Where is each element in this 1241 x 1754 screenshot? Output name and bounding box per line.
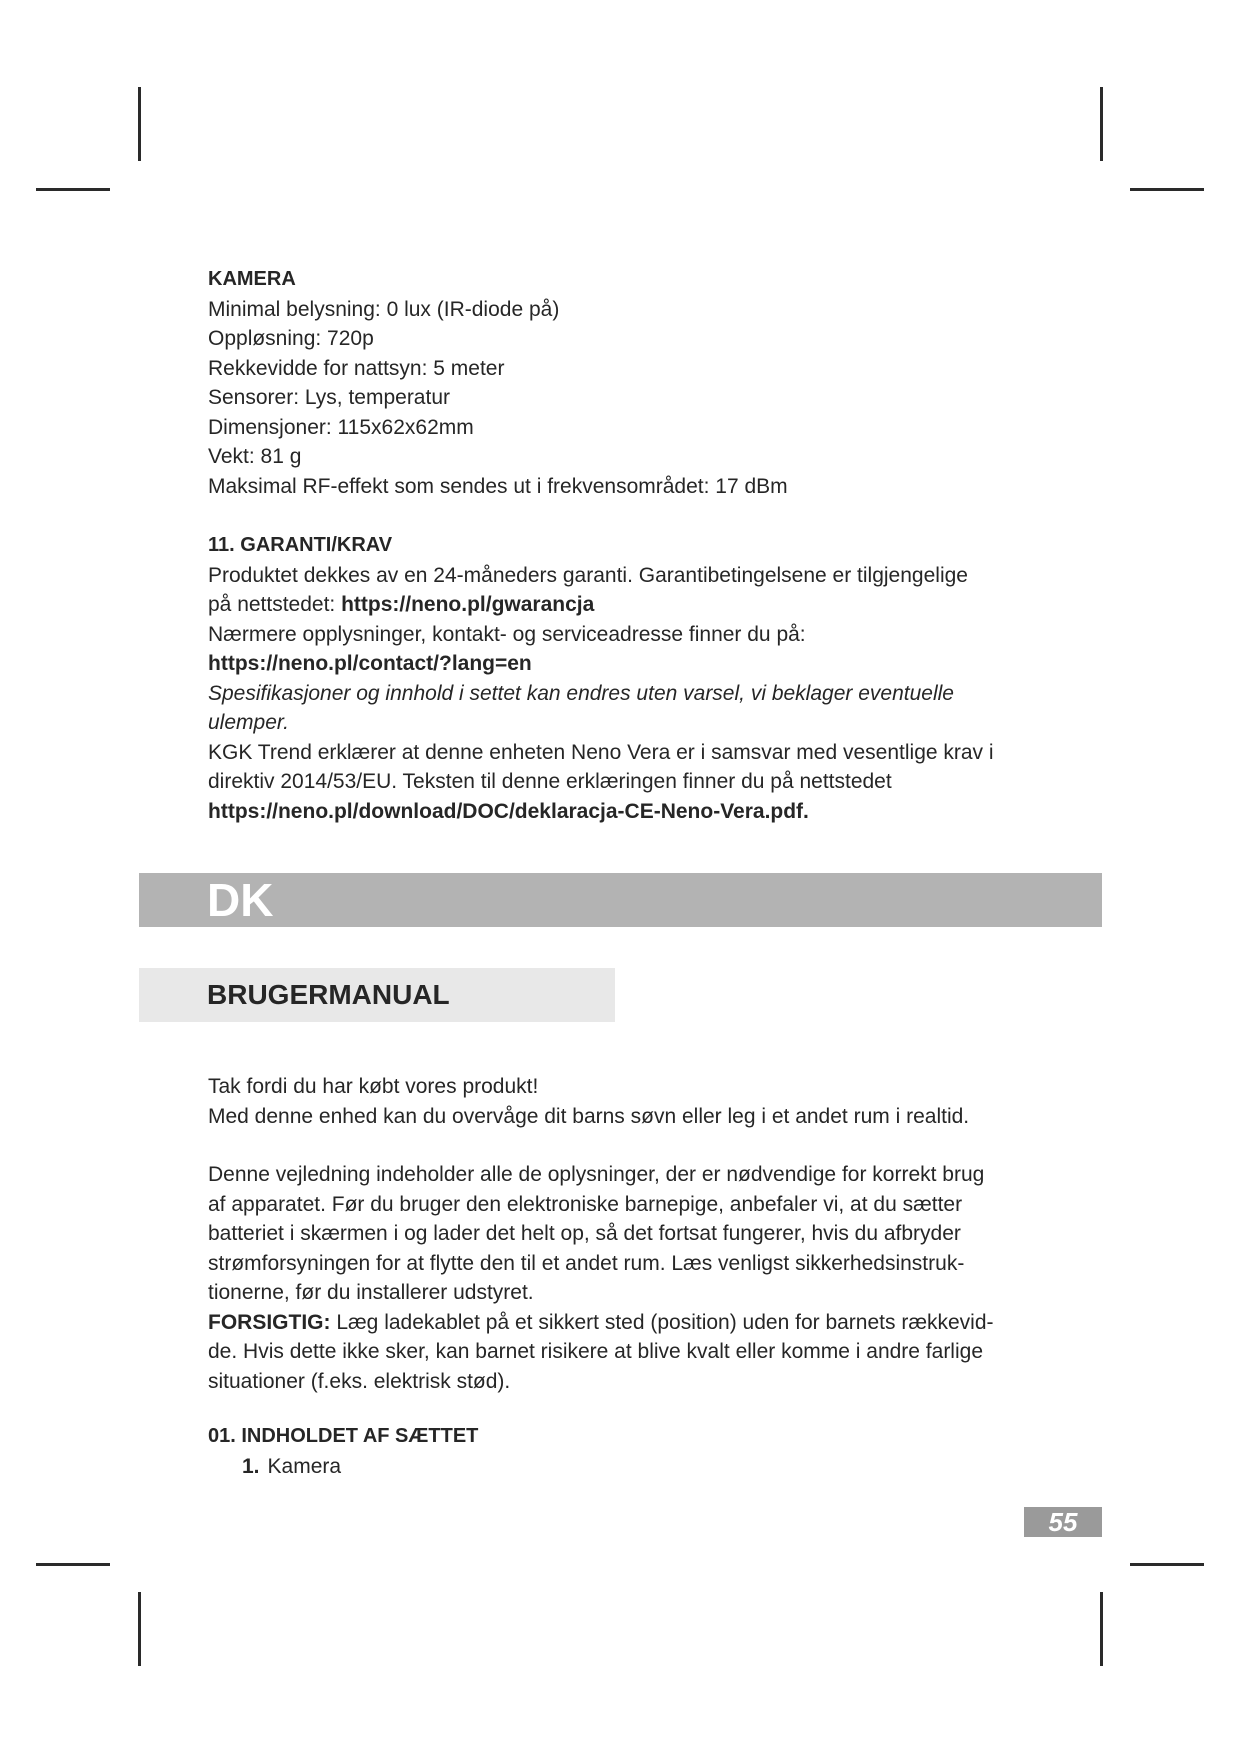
- crop-mark-bottom-left: [138, 1592, 141, 1666]
- declaration-link[interactable]: https://neno.pl/download/DOC/deklaracja-CE-Neno-Vera.pdf.: [208, 799, 809, 823]
- spec-line: Rekkevidde for nattsyn: 5 meter: [208, 356, 505, 380]
- camera-section: [208, 265, 1058, 501]
- guide-text: Denne vejledning indeholder alle de oplysninger, der er nødvendige for korrekt brug: [208, 1163, 985, 1186]
- crop-mark-top-left-h: [36, 188, 110, 191]
- page-number: 55: [1024, 1507, 1102, 1537]
- manual-title: BRUGERMANUAL: [207, 979, 450, 1010]
- spec-line: Maksimal RF-effekt som sendes ut i frekvensområdet: 17 dBm: [208, 474, 788, 498]
- language-code: DK: [207, 874, 274, 926]
- declaration-text: direktiv 2014/53/EU. Teksten til denne erklæringen finner du på nettstedet: [208, 770, 892, 793]
- caution-text: [208, 1308, 1058, 1338]
- warranty-text: Produktet dekkes av en 24-måneders garanti. Garantibetingelsene er tilgjengelige: [208, 563, 968, 587]
- contact-link[interactable]: https://neno.pl/contact/?lang=en: [208, 652, 532, 675]
- list-item: [208, 1452, 1058, 1482]
- guide-text: batteriet i skærmen i og lader det helt op, så det fortsat fungerer, hvis du afbryder: [208, 1222, 961, 1245]
- crop-mark-top-right: [1100, 87, 1103, 161]
- warranty-text-prefix: på nettstedet:: [208, 593, 342, 616]
- list-item-label: Kamera: [267, 1454, 342, 1478]
- warranty-heading: 11. GARANTI/KRAV: [208, 534, 393, 556]
- guide-text: af apparatet. Før du bruger den elektroniske barnepige, anbefaler vi, at du sætter: [208, 1192, 963, 1216]
- spec-line: Dimensjoner: 115x62x62mm: [208, 415, 474, 439]
- guide-section: [208, 1160, 1058, 1396]
- crop-mark-bottom-left-h: [36, 1563, 110, 1566]
- caution-label: FORSIGTIG:: [208, 1310, 331, 1334]
- disclaimer-text: Spesifikasjoner og innhold i settet kan endres uten varsel, vi beklager eventuelle: [208, 681, 954, 705]
- contact-text: Nærmere opplysninger, kontakt- og serviceadresse finner du på:: [208, 622, 806, 646]
- crop-mark-bottom-right: [1100, 1592, 1103, 1666]
- warranty-link[interactable]: https://neno.pl/gwarancja: [341, 593, 595, 616]
- contents-section: [208, 1422, 1058, 1481]
- crop-mark-top-right-h: [1130, 188, 1204, 191]
- intro-text: Med denne enhed kan du overvåge dit barns søvn eller leg i et andet rum i realtid.: [208, 1104, 970, 1128]
- intro-section: [208, 1072, 1058, 1131]
- warranty-text: [208, 590, 1058, 620]
- manual-title-band: [139, 968, 615, 1022]
- intro-text: Tak fordi du har købt vores produkt!: [208, 1075, 539, 1098]
- spec-line: Vekt: 81 g: [208, 445, 302, 468]
- list-item-number: 1.: [242, 1454, 260, 1478]
- language-band: [139, 873, 1102, 927]
- guide-text: strømforsyningen for at flytte den til et andet rum. Læs venligst sikkerhedsinstruk-: [208, 1251, 965, 1275]
- caution-text: situationer (f.eks. elektrisk stød).: [208, 1369, 511, 1393]
- declaration-text: KGK Trend erklærer at denne enheten Neno Vera er i samsvar med vesentlige krav i: [208, 740, 994, 764]
- guide-text: tionerne, før du installerer udstyret.: [208, 1281, 534, 1304]
- camera-heading: KAMERA: [208, 268, 296, 290]
- crop-mark-bottom-right-h: [1130, 1563, 1204, 1566]
- warranty-section: [208, 531, 1058, 826]
- spec-line: Minimal belysning: 0 lux (IR-diode på): [208, 297, 560, 321]
- contents-heading: 01. INDHOLDET AF SÆTTET: [208, 1425, 479, 1447]
- caution-body: Læg ladekablet på et sikkert sted (position) uden for barnets rækkevid-: [330, 1310, 994, 1334]
- spec-line: Oppløsning: 720p: [208, 327, 374, 350]
- spec-line: Sensorer: Lys, temperatur: [208, 386, 450, 409]
- crop-mark-top-left: [138, 87, 141, 161]
- caution-text: de. Hvis dette ikke sker, kan barnet risikere at blive kvalt eller komme i andre farlige: [208, 1340, 984, 1363]
- disclaimer-text: ulemper.: [208, 711, 289, 734]
